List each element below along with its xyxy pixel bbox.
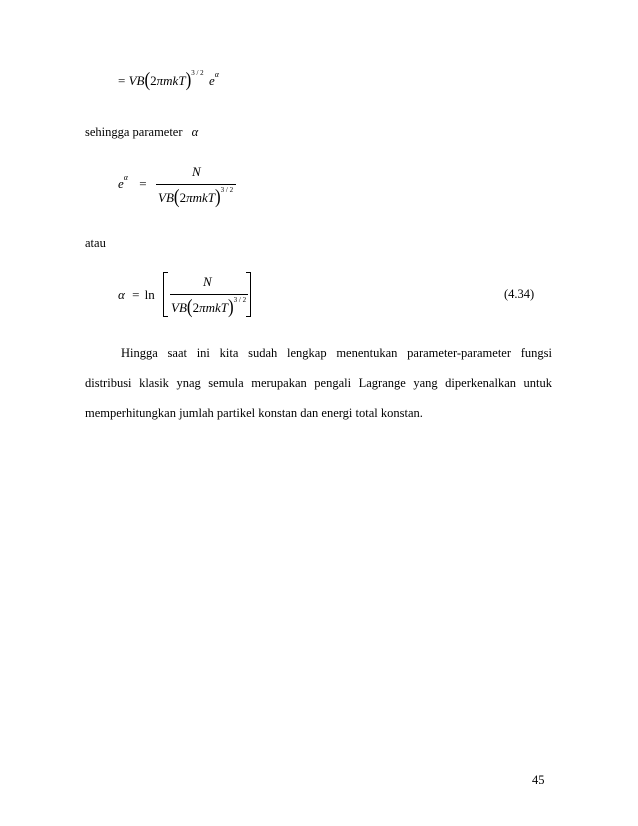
- eq3-left-bracket: [163, 272, 168, 317]
- eq3-denominator: [171, 297, 246, 317]
- eq3-right-bracket: [246, 272, 251, 317]
- text-atau: atau: [85, 236, 106, 250]
- alpha-symbol: α: [191, 125, 199, 139]
- eq2-two: 2: [179, 190, 187, 205]
- eq1-pi: π: [156, 73, 164, 88]
- eq2-open-paren: (: [173, 185, 180, 208]
- eq1-alpha-exponent: α: [214, 70, 219, 79]
- text-sehingga: [85, 125, 198, 140]
- eq3-two: 2: [192, 300, 200, 315]
- eq3-numerator: N: [203, 274, 212, 289]
- page-number: 45: [532, 773, 545, 787]
- eq3-mkt: mkT: [205, 300, 228, 315]
- paragraph-line-1: Hingga saat ini kita sudah lengkap menentukan parameter-parameter fungsi: [121, 346, 552, 360]
- eq2-denom-vb: VB: [158, 190, 174, 205]
- eq3-exponent: 3 / 2: [233, 296, 247, 304]
- eq3-open-paren: (: [186, 295, 193, 318]
- eq1-close-paren: ): [185, 68, 192, 91]
- eq1-exponent: 3 / 2: [191, 69, 204, 77]
- eq3-close-paren: ): [227, 295, 234, 318]
- paragraph-line-2: distribusi klasik ynag semula merupakan pengali Lagrange yang diperkenalkan untuk: [85, 376, 552, 390]
- eq2-exponent: 3 / 2: [220, 186, 234, 194]
- equation-1: [118, 70, 219, 90]
- eq2-e: e: [118, 176, 124, 191]
- paragraph-line-3: memperhitungkan jumlah partikel konstan dan energi total konstan.: [85, 406, 423, 420]
- eq3-alpha: α: [118, 287, 125, 302]
- eq1-two: 2: [150, 73, 157, 88]
- eq1-open-paren: (: [144, 68, 151, 91]
- eq2-numerator: N: [192, 164, 201, 179]
- eq3-fraction-bar: [170, 294, 248, 295]
- eq1-vb: VB: [128, 73, 145, 88]
- body-paragraph: [85, 338, 552, 428]
- eq2-close-paren: ): [214, 185, 221, 208]
- eq2-alpha-exponent: α: [123, 173, 128, 182]
- eq3-denom-vb: VB: [171, 300, 187, 315]
- eq3-pi: π: [199, 300, 206, 315]
- eq2-equals: =: [139, 176, 147, 191]
- sehingga-text: sehingga parameter: [85, 125, 183, 139]
- equals-sign: =: [118, 73, 126, 88]
- eq2-pi: π: [186, 190, 193, 205]
- eq2-denominator: [158, 187, 233, 207]
- eq1-e: e: [208, 73, 215, 88]
- equation-number: (4.34): [504, 287, 535, 301]
- eq3-ln: ln: [144, 287, 155, 302]
- eq1-mkt: mkT: [163, 73, 186, 88]
- eq2-mkt: mkT: [192, 190, 215, 205]
- eq3-equals: =: [132, 287, 140, 302]
- eq2-fraction-bar: [156, 184, 236, 185]
